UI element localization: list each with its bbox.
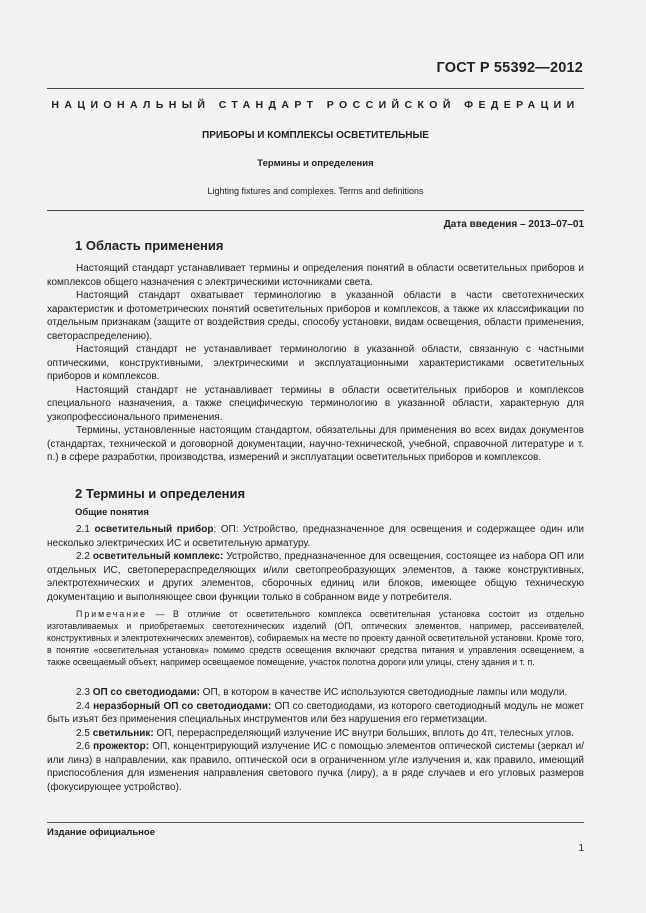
note: Примечание — В отличие от осветительного комплекса осветительная установка состоит из отдельно изготавливаемых и приобретаемых светотехнических изделий (ОП, оптических элементов, например, рассеивателей, конструктивных и электротехнических элементов), собираемых на месте по проекту данной осветительной установки. Кроме того, в понятие «осветительная установка» помимо средств освещения включают средства питания и управления освещением, а также освещаемый объект, например освещаемое помещение, участок полотна дороги или улицы, стену здания и т. п. (47, 609, 584, 667)
paragraph: Настоящий стандарт охватывает терминологию в указанной области в части светотехнических характеристик и фотометрических понятий осветительных приборов и комплексов, а также их классификации по отдельным признакам (защите от воздействия среды, способу установки, видам освещения, области применения, светораспределению). (47, 290, 584, 342)
intro-date: Дата введения – 2013–07–01 (443, 219, 584, 230)
term-2-4: 2.4 неразборный ОП со светодиодами: ОП со светодиодами, из которого светодиодный модуль не может быть изъят без применения специальных инструментов или без нарушения его герметизации. (47, 700, 585, 725)
standard-code: ГОСТ Р 55392—2012 (436, 60, 583, 76)
national-standard-label: НАЦИОНАЛЬНЫЙ СТАНДАРТ РОССИЙСКОЙ ФЕДЕРАЦИИ (51, 99, 580, 111)
paragraph: Настоящий стандарт не устанавливает термины в области осветительных приборов и комплексов специального назначения, а также специфическую терминологию в указанной области, характерную для узкопрофессионального применения. (47, 384, 584, 423)
page-number: 1 (578, 843, 584, 854)
term-2-2: 2.2 осветительный комплекс: Устройство, предназначенное для освещения, состоящее из набора ОП или отдельных ИС, светоперераспределяющих и/или светопреобразующих элементов, а также конструктивных, электротехнических и других элементов, сборочных единиц или блоков, имеющее общую техническую документацию и выполняющее свои функции только в собранном виде у потребителя. (47, 551, 585, 603)
header-rule (47, 88, 584, 89)
title-rule (47, 210, 584, 211)
paragraph: Термины, установленные настоящим стандартом, обязательны для применения во всех видах документов (стандартах, технической и договорной документации, научно-технической, учебной, справочной литературе и т. п.) в сфере разработки, производства, измерений и эксплуатации осветительных приборов и комплексов. (47, 425, 584, 463)
term-2-3: 2.3 ОП со светодиодами: ОП, в котором в качестве ИС используются светодиодные лампы или модули. (76, 687, 568, 698)
general-concepts-heading: Общие понятия (75, 507, 149, 518)
note-label: Примечание (76, 609, 147, 619)
section-2-body-a (47, 523, 584, 604)
section-2-heading: 2 Термины и определения (75, 486, 246, 501)
term-2-5: 2.5 светильник: ОП, перераспределяющий излучение ИС внутри больших, вплоть до 4π, телесных углов. (76, 727, 574, 739)
section-2-body-b (47, 686, 584, 794)
english-title: Lighting fixtures and complexes. Terms and definitions (207, 186, 424, 196)
footer-rule (47, 822, 584, 823)
paragraph: Настоящий стандарт устанавливает термины и определения понятий в области осветительных приборов и комплексов общего назначения с электрическими источниками света. (47, 263, 584, 288)
section-1-heading: 1 Область применения (75, 238, 224, 253)
official-publication-label: Издание официальное (47, 827, 155, 838)
term-2-1: 2.1 осветительный прибор: ОП: Устройство, предназначенное для освещения и содержащее один или несколько электрических ИС и осветительную арматуру. (47, 524, 584, 549)
term-2-6: 2.6 прожектор: ОП, концентрирующий излучение ИС с помощью элементов оптической системы (зеркал и/или линз) в направлении, как правило, оптической оси в ограниченном угле излучения и, как правило, имеющий приспособления для изменения направления светового пучка (лиру), а в ряде случаев и его угловых размеров (фокусирующее устройство). (47, 741, 584, 793)
document-title: ПРИБОРЫ И КОМПЛЕКСЫ ОСВЕТИТЕЛЬНЫЕ (202, 130, 429, 141)
paragraph: Настоящий стандарт не устанавливает терминологию в указанной области, связанную с частными оптическими, конструктивными, электрическими и эксплуатационными характеристиками осветительных приборов и комплексов. (47, 344, 584, 382)
section-1-body (47, 262, 584, 465)
note-block (47, 608, 584, 668)
document-subtitle: Термины и определения (257, 158, 374, 169)
